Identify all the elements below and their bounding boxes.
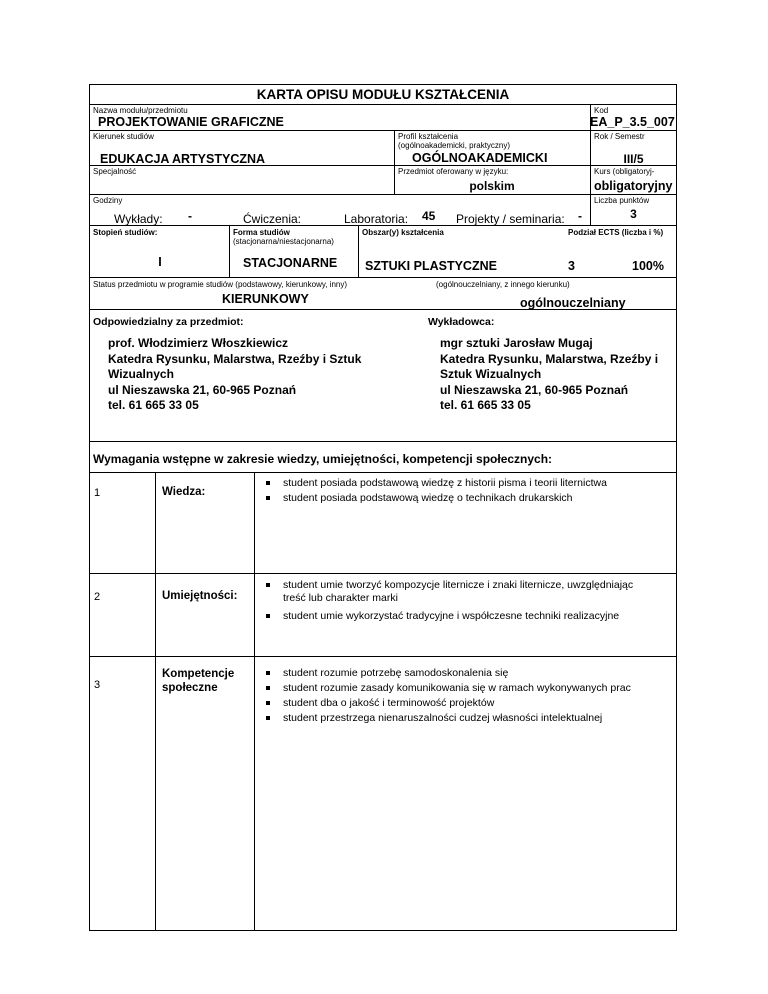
- req-row-number: 3: [94, 679, 101, 691]
- degree-value: I: [158, 255, 162, 269]
- divider: [89, 656, 677, 657]
- year-value: III/5: [623, 152, 644, 166]
- req-row-name: społeczne: [162, 682, 218, 694]
- divider: [89, 441, 677, 442]
- req-row-name: Wiedza:: [162, 486, 206, 498]
- lectures-value: -: [188, 209, 192, 223]
- responsible-line: ul Nieszawska 21, 60-965 Poznań: [108, 382, 297, 397]
- course-label: Kurs (obligatoryj-: [594, 167, 655, 176]
- req-item: student posiada podstawową wiedzę z historii pisma i teorii liternictwa: [283, 477, 607, 489]
- req-item: student umie wykorzystać tradycyjne i współczesne techniki realizacyjne: [283, 610, 620, 622]
- divider: [89, 165, 677, 166]
- bullet-icon: [266, 614, 270, 618]
- field-value: EDUKACJA ARTYSTYCZNA: [100, 152, 266, 166]
- responsible-label: Odpowiedzialny za przedmiot:: [93, 316, 244, 328]
- lab-value: 45: [422, 209, 436, 223]
- bullet-icon: [266, 583, 270, 587]
- divider: [155, 472, 156, 931]
- responsible-line: prof. Włodzimierz Włoszkiewicz: [108, 336, 289, 350]
- responsible-line: tel. 61 665 33 05: [108, 398, 199, 412]
- projects-value: -: [578, 209, 582, 223]
- form-value: STACJONARNE: [243, 256, 338, 270]
- lecturer-line: ul Nieszawska 21, 60-965 Poznań: [440, 382, 629, 397]
- req-row-number: 2: [94, 591, 101, 603]
- req-row-name: Umiejętności:: [162, 590, 238, 602]
- universality-value: ogólnouczelniany: [520, 296, 626, 310]
- lecturer-line: tel. 61 665 33 05: [440, 398, 531, 412]
- ects-percent-value: 100%: [632, 259, 664, 273]
- req-row-name: Kompetencje: [162, 668, 235, 680]
- code-value: EA_P_3.5_007: [590, 115, 675, 129]
- lecturer-block: [440, 336, 658, 414]
- divider: [590, 165, 591, 194]
- divider: [358, 225, 359, 277]
- course-value: obligatoryjny: [594, 179, 673, 193]
- lecturer-label: Wykładowca:: [428, 316, 495, 328]
- points-label: Liczba punktów: [594, 196, 650, 205]
- page-title: KARTA OPISU MODUŁU KSZTAŁCENIA: [256, 87, 510, 102]
- bullet-icon: [266, 671, 270, 675]
- divider: [89, 225, 677, 226]
- responsible-block: [108, 336, 361, 414]
- projects-label: Projekty / seminaria:: [456, 212, 565, 226]
- profile-label: Profil kształcenia: [398, 132, 459, 141]
- bullet-icon: [266, 716, 270, 720]
- degree-label: Stopień studiów:: [93, 228, 158, 237]
- divider: [229, 225, 230, 277]
- lab-label: Laboratoria:: [344, 212, 409, 226]
- req-item: student rozumie potrzebę samodoskonalenia się: [283, 667, 509, 679]
- ects-split-label: Podział ECTS (liczba i %): [568, 228, 664, 237]
- divider: [254, 472, 255, 931]
- language-value: polskim: [469, 179, 515, 193]
- status-label: Status przedmiotu w programie studiów (podstawowy, kierunkowy, inny): [93, 280, 348, 289]
- divider: [89, 472, 677, 473]
- code-label: Kod: [594, 106, 609, 115]
- divider: [394, 130, 395, 165]
- universality-label: (ogólnouczelniany, z innego kierunku): [436, 280, 570, 289]
- area-value: SZTUKI PLASTYCZNE: [365, 259, 497, 273]
- divider: [89, 130, 677, 131]
- area-label: Obszar(y) kształcenia: [362, 228, 444, 237]
- language-label: Przedmiot oferowany w języku:: [398, 167, 509, 176]
- points-value: 3: [630, 207, 637, 221]
- profile-value: OGÓLNOAKADEMICKI: [412, 151, 548, 165]
- year-label: Rok / Semestr: [594, 132, 645, 141]
- module-value: PROJEKTOWANIE GRAFICZNE: [98, 115, 284, 129]
- req-item: student przestrzega nienaruszalności cudzej własności intelektualnej: [283, 712, 603, 724]
- bullet-icon: [266, 686, 270, 690]
- form-label: Forma studiów: [233, 228, 290, 237]
- lectures-label: Wykłady:: [114, 212, 163, 226]
- requirements-heading: Wymagania wstępne w zakresie wiedzy, umiejętności, kompetencji społecznych:: [93, 452, 553, 466]
- bullet-icon: [266, 701, 270, 705]
- lecturer-line: Sztuk Wizualnych: [440, 367, 542, 381]
- divider: [89, 309, 677, 310]
- divider: [89, 194, 677, 195]
- module-label: Nazwa modułu/przedmiotu: [93, 106, 188, 115]
- divider: [89, 573, 677, 574]
- req-row-number: 1: [94, 487, 101, 499]
- bullet-icon: [266, 496, 270, 500]
- responsible-line: Katedra Rysunku, Malarstwa, Rzeźby i Sztuk: [108, 351, 362, 366]
- exercises-label: Ćwiczenia:: [243, 212, 302, 226]
- req-item: student dba o jakość i terminowość projektów: [283, 697, 495, 709]
- form-sublabel: (stacjonarna/niestacjonarna): [233, 237, 334, 246]
- req-item: student umie tworzyć kompozycje liternicze i znaki liternicze, uwzględniając: [283, 579, 634, 591]
- divider: [89, 277, 677, 278]
- status-value: KIERUNKOWY: [222, 292, 309, 306]
- bullet-icon: [266, 481, 270, 485]
- responsible-line: Wizualnych: [108, 367, 174, 381]
- field-label: Kierunek studiów: [93, 132, 154, 141]
- req-item: student rozumie zasady komunikowania się w ramach wykonywanych prac: [283, 682, 631, 694]
- lecturer-line: Katedra Rysunku, Malarstwa, Rzeźby i: [440, 351, 659, 366]
- specialty-label: Specjalność: [93, 167, 137, 176]
- profile-sublabel: (ogólnoakademicki, praktyczny): [398, 141, 511, 150]
- lecturer-line: mgr sztuki Jarosław Mugaj: [440, 336, 593, 350]
- divider: [89, 104, 677, 105]
- hours-label: Godziny: [93, 196, 123, 205]
- req-item: student posiada podstawową wiedzę o technikach drukarskich: [283, 492, 573, 504]
- req-item: treść lub charakter marki: [283, 592, 398, 604]
- area-ects-value: 3: [568, 259, 575, 273]
